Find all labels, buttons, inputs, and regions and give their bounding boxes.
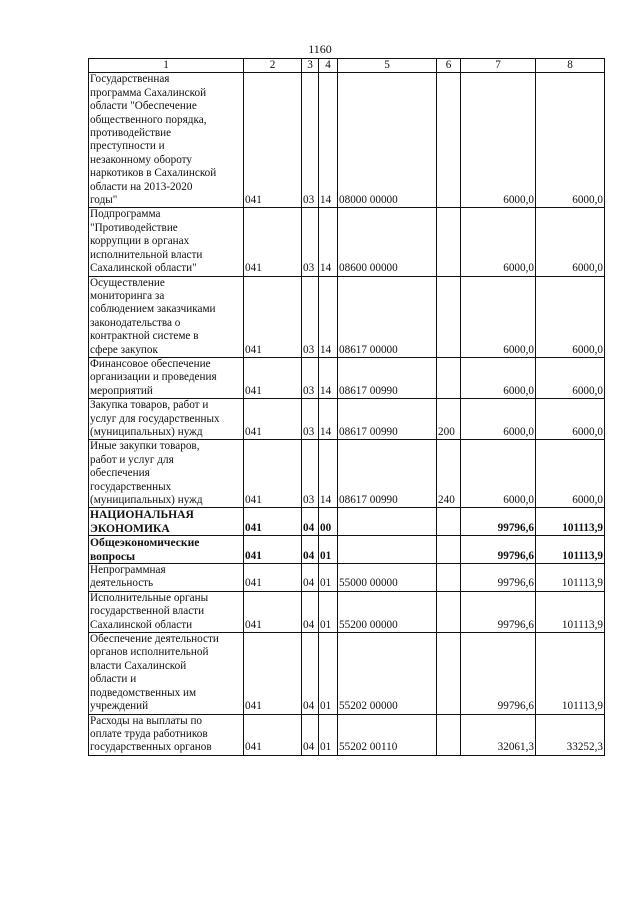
section-code-cell: 03 <box>302 399 319 440</box>
amount-year2-cell: 101113,9 <box>536 564 605 592</box>
expense-type-cell <box>437 591 461 632</box>
expense-type-cell <box>437 508 461 536</box>
column-header-4: 4 <box>319 59 338 73</box>
expense-type-cell <box>437 633 461 714</box>
table-row <box>89 564 605 592</box>
target-article-cell: 08617 00000 <box>338 276 437 357</box>
table-row <box>89 714 605 755</box>
expense-type-cell <box>437 564 461 592</box>
subsection-code-cell: 01 <box>319 633 338 714</box>
target-article-cell: 55202 00000 <box>338 633 437 714</box>
row-name-cell: Непрограммная деятельность <box>89 564 244 592</box>
row-name-cell: Закупка товаров, работ и услуг для государственных (муниципальных) нужд <box>89 399 244 440</box>
section-code-cell: 04 <box>302 714 319 755</box>
target-article-cell: 08000 00000 <box>338 73 437 208</box>
target-article-cell: 08617 00990 <box>338 440 437 508</box>
row-name-cell: Иные закупки товаров, работ и услуг для обеспечения государственных (муниципальных) нужд <box>89 440 244 508</box>
amount-year2-cell: 6000,0 <box>536 399 605 440</box>
target-article-cell: 08600 00000 <box>338 208 437 276</box>
target-article-cell <box>338 536 437 564</box>
table-row <box>89 208 605 276</box>
target-article-cell: 08617 00990 <box>338 399 437 440</box>
amount-year1-cell: 99796,6 <box>461 564 536 592</box>
budget-table <box>88 58 605 756</box>
row-name-cell: НАЦИОНАЛЬНАЯ ЭКОНОМИКА <box>89 508 244 536</box>
amount-year2-cell: 33252,3 <box>536 714 605 755</box>
table-row <box>89 276 605 357</box>
table-row <box>89 73 605 208</box>
ministry-code-cell: 041 <box>244 276 302 357</box>
column-header-8: 8 <box>536 59 605 73</box>
amount-year2-cell: 101113,9 <box>536 633 605 714</box>
table-row <box>89 591 605 632</box>
section-code-cell: 03 <box>302 357 319 398</box>
column-header-1: 1 <box>89 59 244 73</box>
expense-type-cell <box>437 536 461 564</box>
subsection-code-cell: 00 <box>319 508 338 536</box>
section-code-cell: 03 <box>302 276 319 357</box>
section-code-cell: 04 <box>302 508 319 536</box>
amount-year1-cell: 6000,0 <box>461 399 536 440</box>
amount-year1-cell: 99796,6 <box>461 508 536 536</box>
amount-year2-cell: 101113,9 <box>536 508 605 536</box>
amount-year1-cell: 6000,0 <box>461 73 536 208</box>
column-header-5: 5 <box>338 59 437 73</box>
amount-year1-cell: 6000,0 <box>461 276 536 357</box>
target-article-cell: 55200 00000 <box>338 591 437 632</box>
target-article-cell <box>338 508 437 536</box>
column-header-6: 6 <box>437 59 461 73</box>
ministry-code-cell: 041 <box>244 536 302 564</box>
section-code-cell: 04 <box>302 536 319 564</box>
table-row <box>89 440 605 508</box>
ministry-code-cell: 041 <box>244 440 302 508</box>
target-article-cell: 08617 00990 <box>338 357 437 398</box>
section-code-cell: 04 <box>302 564 319 592</box>
subsection-code-cell: 01 <box>319 564 338 592</box>
ministry-code-cell: 041 <box>244 591 302 632</box>
expense-type-cell <box>437 73 461 208</box>
amount-year1-cell: 99796,6 <box>461 633 536 714</box>
target-article-cell: 55000 00000 <box>338 564 437 592</box>
row-name-cell: Подпрограмма "Противодействие коррупции в органах исполнительной власти Сахалинской области" <box>89 208 244 276</box>
ministry-code-cell: 041 <box>244 399 302 440</box>
expense-type-cell <box>437 714 461 755</box>
section-code-cell: 04 <box>302 633 319 714</box>
column-header-3: 3 <box>302 59 319 73</box>
row-name-cell: Общеэкономические вопросы <box>89 536 244 564</box>
row-name-cell: Государственная программа Сахалинской области "Обеспечение общественного порядка, противодействие преступности и незаконному обороту наркотиков в Сахалинской области на 2013-2020 годы" <box>89 73 244 208</box>
amount-year1-cell: 32061,3 <box>461 714 536 755</box>
table-body <box>89 73 605 755</box>
amount-year2-cell: 6000,0 <box>536 440 605 508</box>
amount-year2-cell: 101113,9 <box>536 591 605 632</box>
subsection-code-cell: 14 <box>319 208 338 276</box>
row-name-cell: Осуществление мониторинга за соблюдением заказчиками законодательства о контрактной системе в сфере закупок <box>89 276 244 357</box>
table-row <box>89 508 605 536</box>
amount-year2-cell: 6000,0 <box>536 357 605 398</box>
page-number: 1160 <box>308 42 332 56</box>
amount-year2-cell: 6000,0 <box>536 208 605 276</box>
subsection-code-cell: 14 <box>319 357 338 398</box>
subsection-code-cell: 14 <box>319 73 338 208</box>
expense-type-cell: 240 <box>437 440 461 508</box>
column-header-2: 2 <box>244 59 302 73</box>
expense-type-cell <box>437 276 461 357</box>
section-code-cell: 03 <box>302 208 319 276</box>
expense-type-cell: 200 <box>437 399 461 440</box>
subsection-code-cell: 01 <box>319 714 338 755</box>
row-name-cell: Расходы на выплаты по оплате труда работников государственных органов <box>89 714 244 755</box>
table-row <box>89 633 605 714</box>
ministry-code-cell: 041 <box>244 357 302 398</box>
row-name-cell: Обеспечение деятельности органов исполнительной власти Сахалинской области и подведомственных им учреждений <box>89 633 244 714</box>
amount-year1-cell: 6000,0 <box>461 440 536 508</box>
amount-year2-cell: 6000,0 <box>536 73 605 208</box>
amount-year2-cell: 6000,0 <box>536 276 605 357</box>
subsection-code-cell: 14 <box>319 440 338 508</box>
column-header-7: 7 <box>461 59 536 73</box>
row-name-cell: Исполнительные органы государственной власти Сахалинской области <box>89 591 244 632</box>
section-code-cell: 03 <box>302 440 319 508</box>
target-article-cell: 55202 00110 <box>338 714 437 755</box>
subsection-code-cell: 14 <box>319 399 338 440</box>
subsection-code-cell: 01 <box>319 536 338 564</box>
ministry-code-cell: 041 <box>244 508 302 536</box>
amount-year2-cell: 101113,9 <box>536 536 605 564</box>
expense-type-cell <box>437 208 461 276</box>
section-code-cell: 03 <box>302 73 319 208</box>
ministry-code-cell: 041 <box>244 714 302 755</box>
amount-year1-cell: 6000,0 <box>461 357 536 398</box>
subsection-code-cell: 01 <box>319 591 338 632</box>
table-row <box>89 357 605 398</box>
ministry-code-cell: 041 <box>244 564 302 592</box>
row-name-cell: Финансовое обеспечение организации и проведения мероприятий <box>89 357 244 398</box>
expense-type-cell <box>437 357 461 398</box>
column-number-row <box>89 59 605 73</box>
amount-year1-cell: 99796,6 <box>461 536 536 564</box>
amount-year1-cell: 99796,6 <box>461 591 536 632</box>
ministry-code-cell: 041 <box>244 208 302 276</box>
amount-year1-cell: 6000,0 <box>461 208 536 276</box>
table-row <box>89 399 605 440</box>
table-row <box>89 536 605 564</box>
ministry-code-cell: 041 <box>244 73 302 208</box>
subsection-code-cell: 14 <box>319 276 338 357</box>
section-code-cell: 04 <box>302 591 319 632</box>
ministry-code-cell: 041 <box>244 633 302 714</box>
